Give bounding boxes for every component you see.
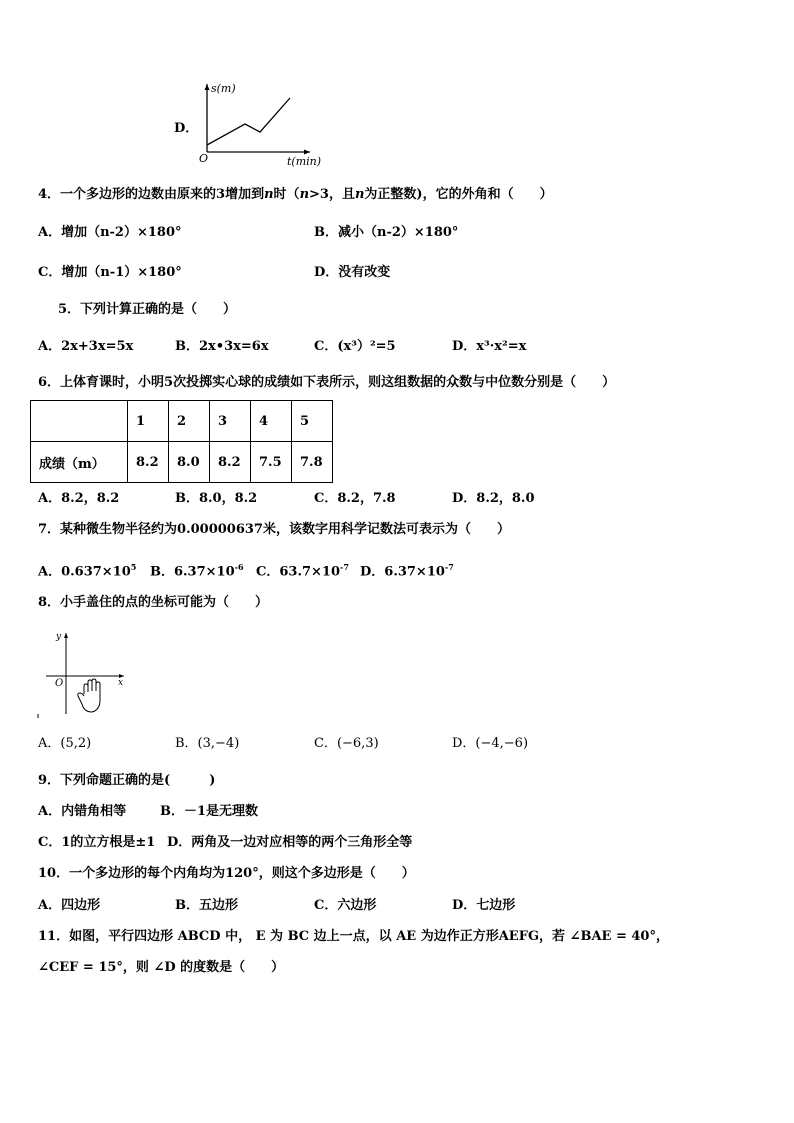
q7-option-c[interactable] [256,558,349,581]
q6-score-table [30,400,333,483]
q7-option-a[interactable] [38,558,136,581]
option-text: D．6.37×10 [360,564,445,580]
q6-option-c[interactable]: C．8.2，7.8 [314,491,396,506]
q5-stem: 5．下列计算正确的是（ ） [58,302,237,317]
y-axis-arrow [64,633,68,638]
q10-option-c[interactable]: C．六边形 [314,898,377,913]
q8-option-c[interactable]: C．(−6,3) [314,736,379,751]
origin-label: O [55,678,64,689]
q6-option-d[interactable]: D．8.2，8.0 [452,491,535,506]
exponent: -7 [444,562,454,572]
q7-option-d[interactable] [360,558,454,581]
q6-stem: 6．上体育课时，小明5次投掷实心球的成绩如下表所示，则这组数据的众数与中位数分别是（ ） [38,375,616,390]
q8-option-d[interactable]: D．(−4,−6) [452,736,529,751]
q4-stem [38,186,553,204]
q4-stem-part: >3，且 [309,187,355,202]
table-cell: 5 [292,401,333,442]
distance-line [207,98,290,145]
table-cell: 7.8 [292,442,333,483]
table-cell: 8.2 [128,442,169,483]
q10-option-d[interactable]: D．七边形 [452,898,516,913]
q4-stem-part: 为正整数)，它的外角和（ ） [364,187,553,202]
q9-option-d[interactable]: D．两角及一边对应相等的两个三角形全等 [167,835,413,850]
q11-stem-line2: ∠CEF = 15°，则 ∠D 的度数是（ ） [38,960,285,975]
hand-icon [78,679,100,712]
x-axis-arrow [304,150,310,155]
q7-stem: 7．某种微生物半径约为0.00000637米，该数字用科学记数法可表示为（ ） [38,522,510,537]
q10-stem: 10．一个多边形的每个内角均为120°，则这个多边形是（ ） [38,866,415,881]
q5-option-d[interactable]: D．x³·x²=x [452,339,527,354]
q4-stem-var: n [299,187,310,202]
exponent: -7 [340,562,349,572]
q8-option-a[interactable]: A．(5,2) [38,736,92,751]
q4-option-b[interactable]: B．减小（n-2）×180° [314,225,459,240]
q7-option-b[interactable] [150,558,244,581]
q9-option-a[interactable]: A．内错角相等 [38,804,127,819]
table-cell: 4 [251,401,292,442]
q8-hand-coordinate-graph [36,628,136,720]
q6-option-a[interactable]: A．8.2，8.2 [38,491,120,506]
q10-option-a[interactable]: A．四边形 [38,898,101,913]
q5-option-a[interactable]: A．2x+3x=5x [38,339,134,354]
q11-stem-line1: 11．如图，平行四边形 ABCD 中， E 为 BC 边上一点，以 AE 为边作正方形AEFG，若 ∠BAE = 40°， [38,929,669,944]
y-axis-label: y [56,632,62,642]
table-cell: 2 [169,401,210,442]
table-header-row [31,401,333,442]
q9-option-c[interactable]: C．1的立方根是±1 [38,835,156,850]
x-axis-label: x [118,678,124,688]
table-cell: 8.0 [169,442,210,483]
option-text: C．63.7×10 [256,564,340,580]
origin-label: O [199,152,209,165]
table-cell [31,401,128,442]
table-cell: 3 [210,401,251,442]
table-cell: 1 [128,401,169,442]
table-cell: 8.2 [210,442,251,483]
q8-stem: 8．小手盖住的点的坐标可能为（ ） [38,595,269,610]
q5-option-b[interactable]: B．2x•3x=6x [175,339,269,354]
q4-stem-var: n [264,187,274,202]
y-axis-arrow [205,84,210,90]
q8-option-b[interactable]: B．(3,−4) [175,736,240,751]
exponent: 5 [130,562,137,572]
q3-distance-time-graph [195,80,325,170]
q9-option-b[interactable]: B．－1是无理数 [160,804,259,819]
q4-stem-part: 4．一个多边形的边数由原来的3增加到 [38,187,265,202]
q4-option-c[interactable]: C．增加（n-1）×180° [38,265,182,280]
q3-option-d-label: D． [174,121,199,136]
q10-option-b[interactable]: B．五边形 [175,898,238,913]
x-axis-label: t(min) [287,155,322,168]
q4-stem-part: 时（ [273,187,300,202]
table-cell: 成绩（m） [31,442,128,483]
q6-option-b[interactable]: B．8.0，8.2 [175,491,258,506]
table-row [31,442,333,483]
option-text: B．6.37×10 [150,564,235,580]
q9-stem: 9．下列命题正确的是( ) [38,773,216,788]
q4-stem-var: n [354,187,365,202]
table-cell: 7.5 [251,442,292,483]
exponent: -6 [234,562,244,572]
q4-option-d[interactable]: D．没有改变 [314,265,391,280]
option-text: A．0.637×10 [38,564,131,580]
q4-option-a[interactable]: A．增加（n-2）×180° [38,225,182,240]
y-axis-label: s(m) [211,82,236,95]
q5-option-c[interactable]: C．(x³）²=5 [314,339,396,354]
